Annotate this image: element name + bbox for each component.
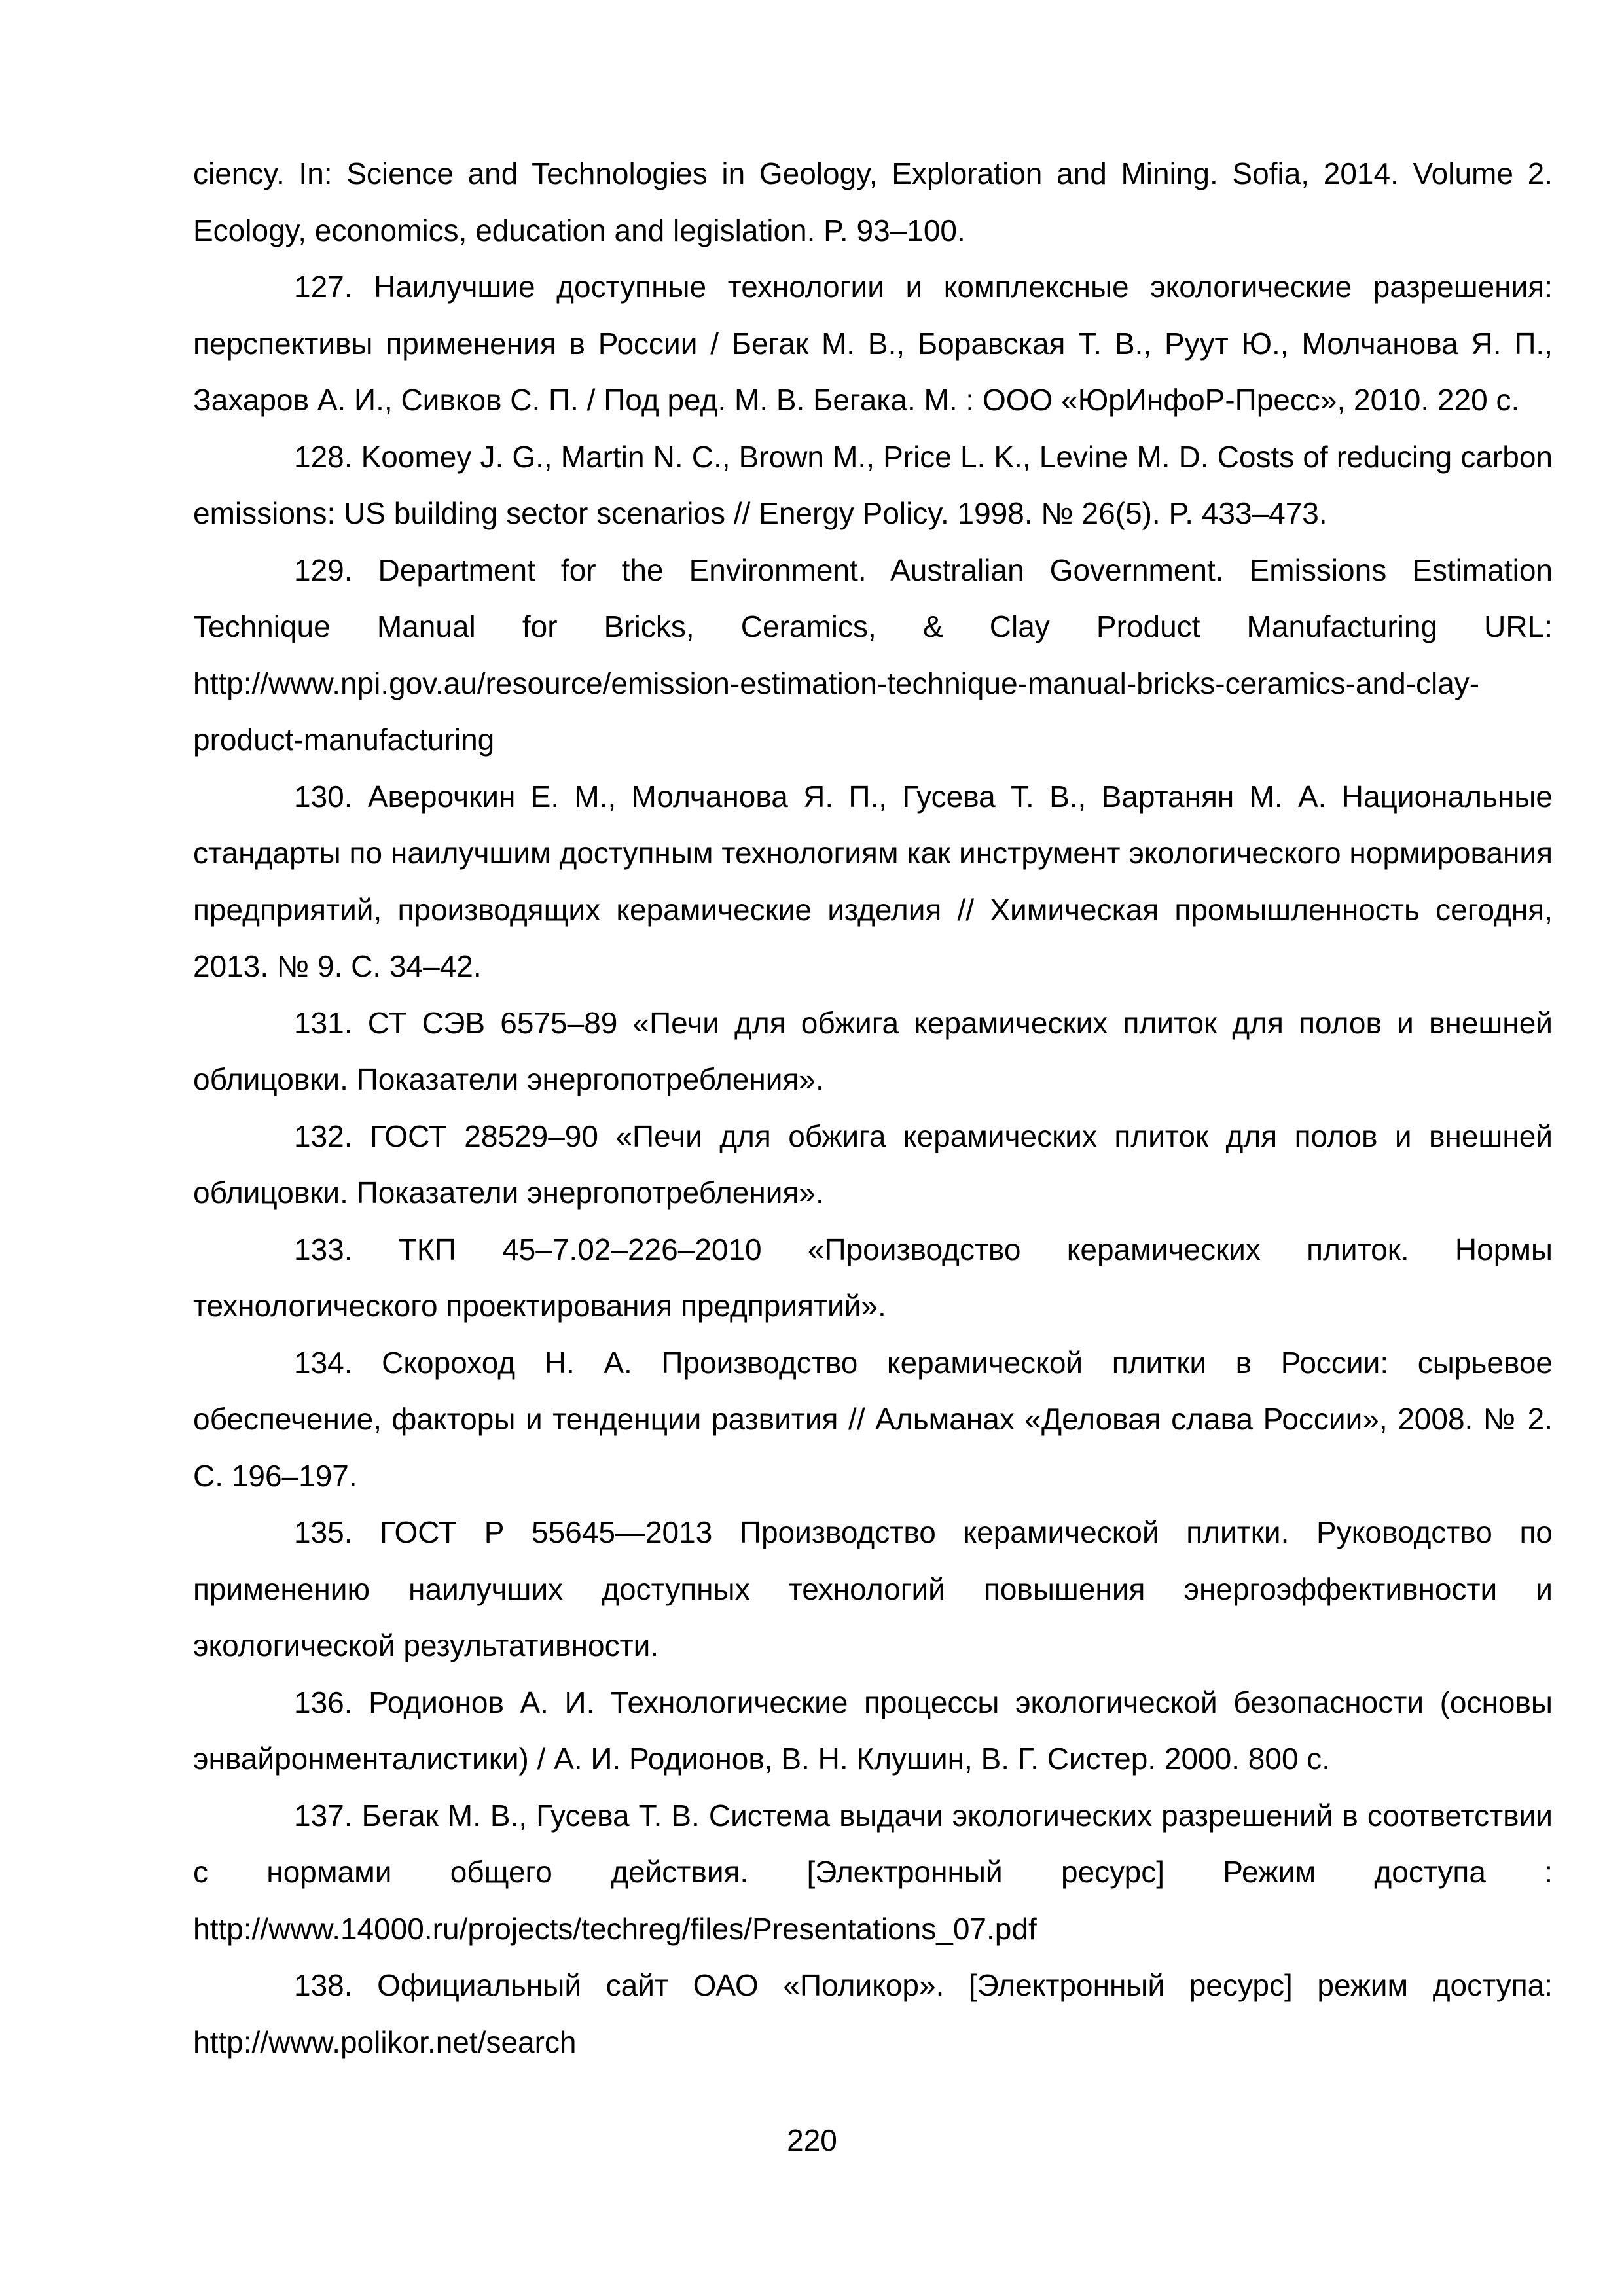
- page-number: 220: [787, 2123, 837, 2157]
- reference-131: 131. СТ СЭВ 6575–89 «Печи для обжига керамических плиток для полов и внешней облицовки. Показатели энергопотребления».: [193, 1005, 1553, 1096]
- reference-132: 132. ГОСТ 28529–90 «Печи для обжига керамических плиток для полов и внешней облицовки. Показатели энергопотребления».: [193, 1119, 1553, 1210]
- reference-list: [193, 145, 1553, 2070]
- reference-135: 135. ГОСТ Р 55645—2013 Производство керамической плитки. Руководство по применению наилучших доступных технологий повышения энергоэффективности и экологической результативности.: [193, 1515, 1553, 1662]
- reference-137: 137. Бегак М. В., Гусева Т. В. Система выдачи экологических разрешений в соответствии с нормами общего действия. [Электронный ресурс] Режим доступа : http://www.14000.ru/projects/techreg/files/Presentations_07.pdf: [193, 1798, 1553, 1946]
- reference-129: 129. Department for the Environment. Australian Government. Emissions Estimation Technique Manual for Bricks, Ceramics, & Clay Product Manufacturing URL: http://www.npi.gov.au/resource/emission-estimation-technique-manual-bricks-ceramics-and-clay-product-manufacturing: [193, 552, 1553, 757]
- reference-138: 138. Официальный сайт ОАО «Поликор». [Электронный ресурс] режим доступа: http://www.polikor.net/search: [193, 1968, 1553, 2059]
- reference-134: 134. Скороход Н. А. Производство керамической плитки в России: сырьевое обеспечение, факторы и тенденции развития // Альманах «Деловая слава России», 2008. № 2. С. 196–197.: [193, 1345, 1553, 1493]
- reference-130: 130. Аверочкин Е. М., Молчанова Я. П., Гусева Т. В., Вартанян М. А. Национальные стандарты по наилучшим доступным технологиям как инструмент экологического нормирования предприятий, производящих керамические изделия // Химическая промышленность сегодня, 2013. № 9. С. 34–42.: [193, 779, 1553, 983]
- reference-133: 133. ТКП 45–7.02–226–2010 «Производство керамических плиток. Нормы технологического проектирования предприятий».: [193, 1232, 1553, 1323]
- reference-continuation-126: ciency. In: Science and Technologies in Geology, Exploration and Mining. Sofia, 2014. Volume 2. Ecology, economics, education and legislation. P. 93–100.: [193, 156, 1553, 247]
- reference-136: 136. Родионов А. И. Технологические процессы экологической безопасности (основы энвайронменталистики) / А. И. Родионов, В. Н. Клушин, В. Г. Систер. 2000. 800 с.: [193, 1685, 1553, 1776]
- reference-127: 127. Наилучшие доступные технологии и комплексные экологические разрешения: перспективы применения в России / Бегак М. В., Боравская Т. В., Руут Ю., Молчанова Я. П., Захаров А. И., Сивков С. П. / Под ред. М. В. Бегака. М. : ООО «ЮрИнфоР-Пресс», 2010. 220 с.: [193, 270, 1553, 417]
- reference-128: 128. Koomey J. G., Martin N. C., Brown M., Price L. K., Levine M. D. Costs of reducing carbon emissions: US building sector scenarios // Energy Policy. 1998. № 26(5). P. 433–473.: [193, 439, 1553, 530]
